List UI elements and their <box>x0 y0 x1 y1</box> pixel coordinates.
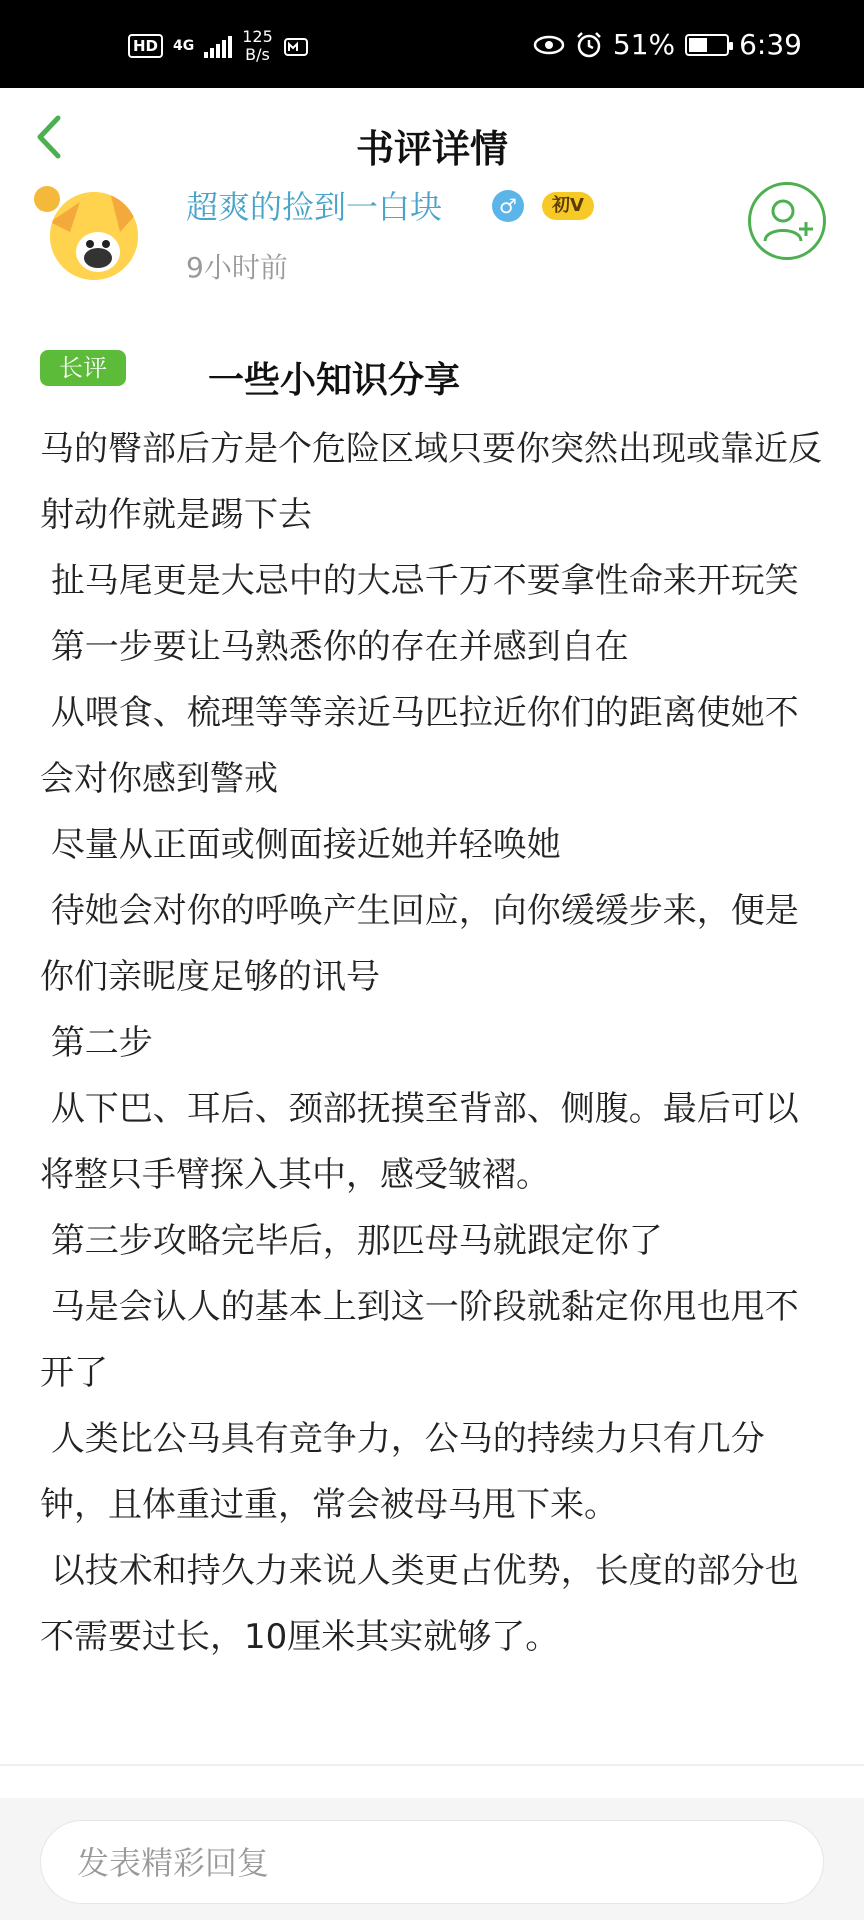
reply-input[interactable]: 发表精彩回复 <box>40 1820 824 1904</box>
network-type: 4G <box>173 38 195 54</box>
signal-icon <box>204 34 232 58</box>
avatar[interactable] <box>50 192 138 280</box>
post-title: 一些小知识分享 <box>208 360 461 401</box>
battery-percent: 51% <box>612 28 676 61</box>
paragraph: 待她会对你的呼唤产生回应，向你缓缓步来，便是你们亲昵度足够的讯号 <box>40 891 799 997</box>
mail-icon <box>283 35 309 57</box>
hd-icon: HD <box>128 34 163 58</box>
paragraph: 第一步要让马熟悉你的存在并感到自在 <box>40 627 629 667</box>
network-speed-value: 125 <box>242 27 273 46</box>
post-time: 9小时前 <box>186 251 288 284</box>
paragraph: 以技术和持久力来说人类更占优势，长度的部分也不需要过长，10厘米其实就够了。 <box>40 1551 799 1657</box>
paragraph: 从喂食、梳理等等亲近马匹拉近你们的距离使她不会对你感到警戒 <box>40 693 799 799</box>
level-badge: 初V <box>542 192 594 220</box>
status-right <box>533 28 802 61</box>
gender-male-icon: ♂ <box>492 190 524 222</box>
paragraph: 马是会认人的基本上到这一阶段就黏定你甩也甩不开了 <box>40 1287 799 1393</box>
status-left <box>128 28 309 64</box>
add-user-icon <box>751 185 823 257</box>
divider <box>0 1764 864 1766</box>
paragraph: 第二步 <box>40 1023 153 1063</box>
avatar-cat-icon <box>50 192 138 280</box>
long-review-tag: 长评 <box>40 350 126 386</box>
eye-icon <box>533 34 565 56</box>
network-speed-unit: B/s <box>245 45 270 64</box>
paragraph: 从下巴、耳后、颈部抚摸至背部、侧腹。最后可以将整只手臂探入其中，感受皱褶。 <box>40 1089 799 1195</box>
paragraph: 马的臀部后方是个危险区域只要你突然出现或靠近反射动作就是踢下去 <box>40 429 822 535</box>
clock: 6:39 <box>739 28 802 61</box>
username[interactable]: 超爽的捡到一白块 <box>186 188 443 226</box>
paragraph: 第三步攻略完毕后，那匹母马就跟定你了 <box>40 1221 663 1261</box>
paragraph: 扯马尾更是大忌中的大忌千万不要拿性命来开玩笑 <box>40 561 799 601</box>
alarm-icon <box>575 31 603 59</box>
nav-bar <box>0 88 864 188</box>
page-title: 书评详情 <box>355 127 508 171</box>
network-speed <box>242 28 273 64</box>
status-bar <box>0 0 864 88</box>
post-body <box>40 416 830 1670</box>
paragraph: 人类比公马具有竞争力，公马的持续力只有几分钟，且体重过重，常会被母马甩下来。 <box>40 1419 765 1525</box>
battery-icon <box>685 34 729 56</box>
avatar-badge <box>34 186 60 212</box>
follow-button[interactable] <box>748 182 826 260</box>
paragraph: 尽量从正面或侧面接近她并轻唤她 <box>40 825 561 865</box>
